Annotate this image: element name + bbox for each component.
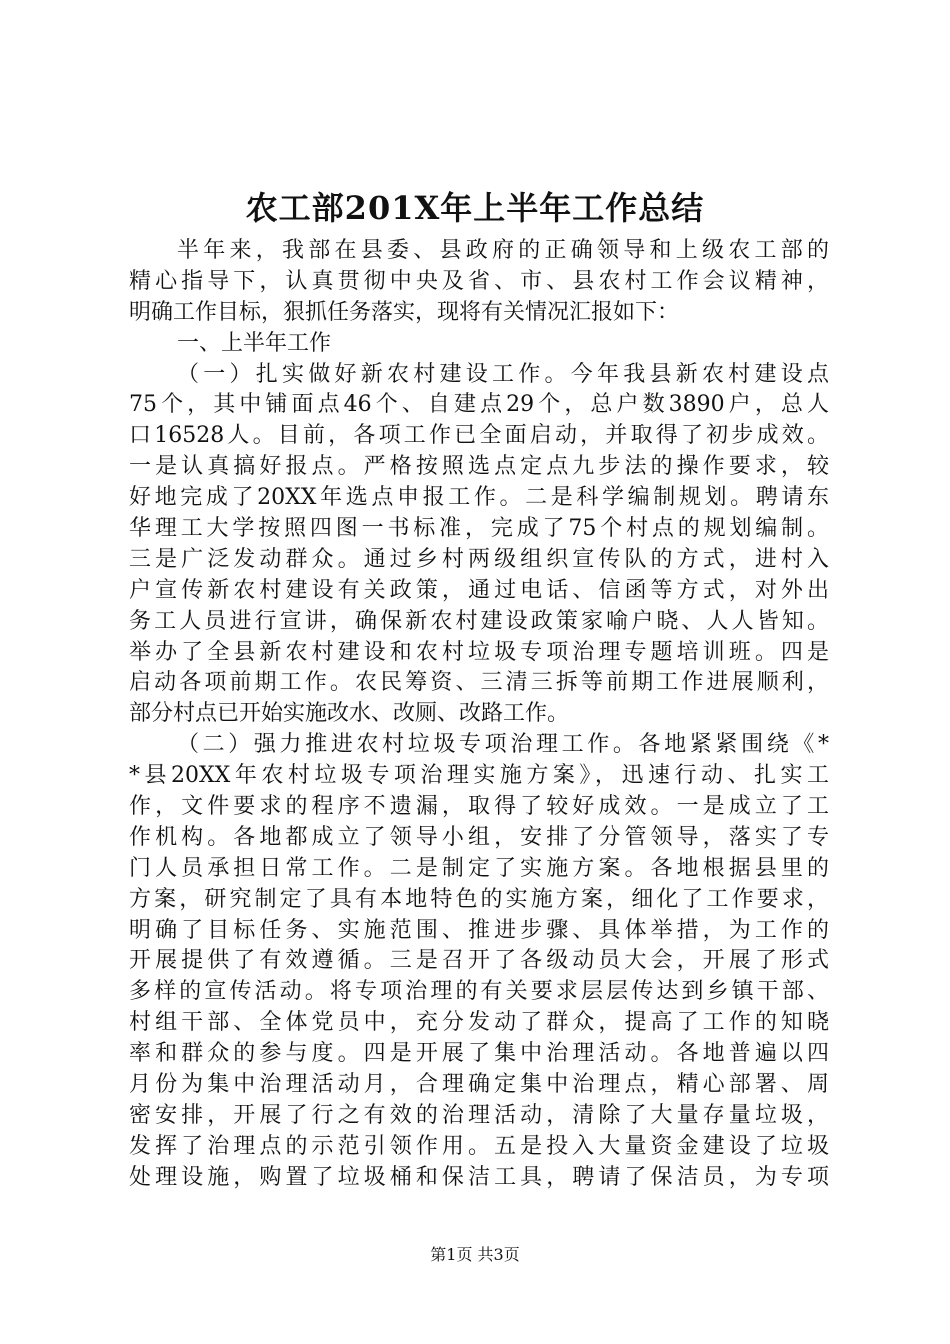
text-line: 75个，其中铺面点46个、自建点29个，总户数3890户，总人	[129, 392, 829, 418]
text-line: 部分村点已开始实施改水、改厕、改路工作。	[129, 701, 570, 727]
text-line: 口16528人。目前，各项工作已全面启动，并取得了初步成效。	[129, 423, 829, 449]
text-line: （一）扎实做好新农村建设工作。今年我县新农村建设点	[177, 361, 829, 387]
text-line: 户宣传新农村建设有关政策，通过电话、信函等方式，对外出	[129, 577, 829, 603]
text-line: 一是认真搞好报点。严格按照选点定点九步法的操作要求，较	[129, 454, 829, 480]
text-line: 举办了全县新农村建设和农村垃圾专项治理专题培训班。四是	[129, 639, 829, 665]
text-line: 方案，研究制定了具有本地特色的实施方案，细化了工作要求，	[129, 886, 829, 912]
text-line: *县20XX年农村垃圾专项治理实施方案》，迅速行动、扎实工	[129, 763, 829, 789]
text-line: 三是广泛发动群众。通过乡村两级组织宣传队的方式，进村入	[129, 546, 829, 572]
text-line: 开展提供了有效遵循。三是召开了各级动员大会，开展了形式	[129, 948, 829, 974]
text-line: 启动各项前期工作。农民筹资、三清三拆等前期工作进展顺利，	[129, 670, 829, 696]
text-line: 密安排，开展了行之有效的治理活动，清除了大量存量垃圾，	[129, 1102, 829, 1128]
text-line: 门人员承担日常工作。二是制定了实施方案。各地根据县里的	[129, 855, 829, 881]
text-line: 月份为集中治理活动月，合理确定集中治理点，精心部署、周	[129, 1072, 829, 1098]
text-line: （二）强力推进农村垃圾专项治理工作。各地紧紧围绕《*	[177, 732, 829, 758]
text-line: 率和群众的参与度。四是开展了集中治理活动。各地普遍以四	[129, 1041, 829, 1067]
document-body	[129, 236, 829, 1194]
text-line: 华理工大学按照四图一书标准，完成了75个村点的规划编制。	[129, 516, 829, 542]
text-line: 明确了目标任务、实施范围、推进步骤、具体举措，为工作的	[129, 917, 829, 943]
text-line: 作，文件要求的程序不遗漏，取得了较好成效。一是成立了工	[129, 794, 829, 820]
text-line: 村组干部、全体党员中，充分发动了群众，提高了工作的知晓	[129, 1010, 829, 1036]
text-line: 明确工作目标，狠抓任务落实，现将有关情况汇报如下：	[129, 299, 680, 325]
text-line: 务工人员进行宣讲，确保新农村建设政策家喻户晓、人人皆知。	[129, 608, 829, 634]
text-line: 精心指导下，认真贯彻中央及省、市、县农村工作会议精神，	[129, 268, 829, 294]
text-line: 处理设施，购置了垃圾桶和保洁工具，聘请了保洁员，为专项	[129, 1164, 829, 1190]
text-line: 半年来，我部在县委、县政府的正确领导和上级农工部的	[177, 238, 829, 263]
text-line: 多样的宣传活动。将专项治理的有关要求层层传达到乡镇干部、	[129, 979, 829, 1005]
text-line: 好地完成了20XX年选点申报工作。二是科学编制规划。聘请东	[129, 485, 829, 511]
section-heading: 一、上半年工作	[177, 330, 332, 356]
page-number-footer: 第1页 共3页	[430, 1245, 520, 1264]
text-line: 作机构。各地都成立了领导小组，安排了分管领导，落实了专	[129, 824, 829, 850]
text-line: 发挥了治理点的示范引领作用。五是投入大量资金建设了垃圾	[129, 1133, 829, 1159]
document-title: 农工部201X年上半年工作总结	[245, 189, 705, 227]
